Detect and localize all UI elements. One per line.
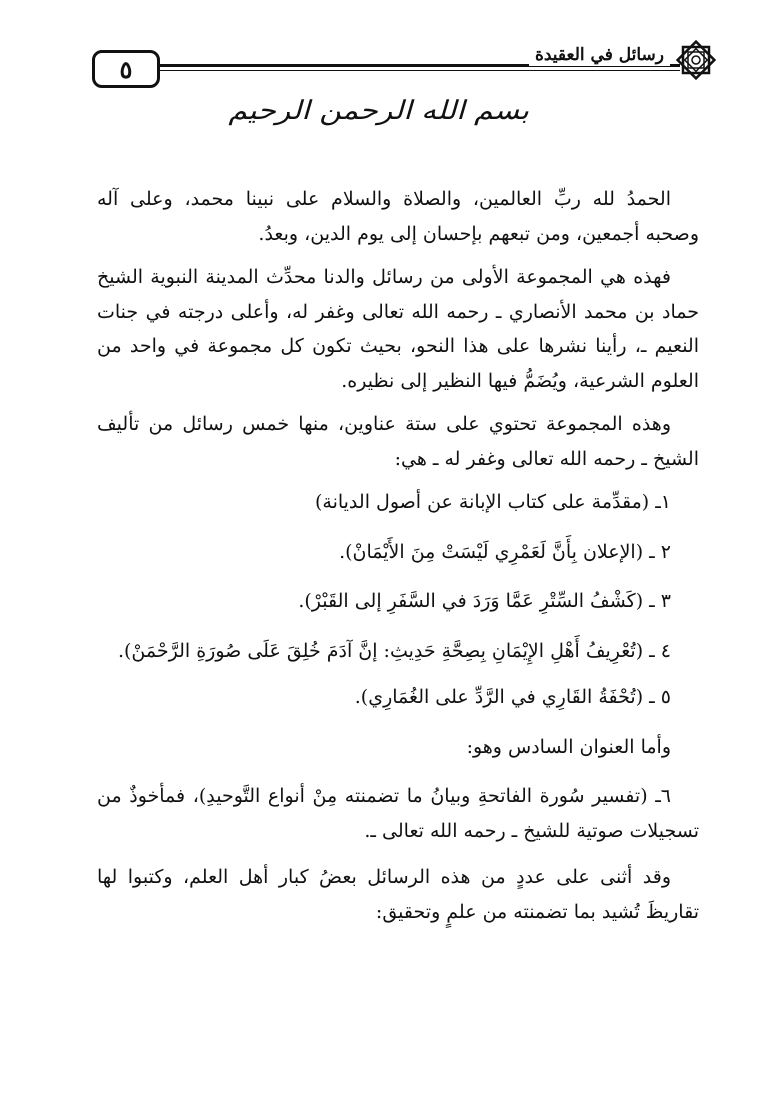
list-item: ٦ـ (تفسير سُورة الفاتحةِ وبيانُ ما تضمنته مِنْ أنواع التَّوحيدِ)، فمأخوذٌ من تسجيلات صوتية للشيخ ـ رحمه الله تعالى ـ. bbox=[97, 785, 699, 842]
page-header bbox=[92, 44, 712, 96]
basmala-heading bbox=[0, 96, 758, 126]
list-item: ٤ ـ (تُعْرِيفُ أَهْلِ الإِيْمَانِ بِصِحَّةِ حَدِيثِ: إنَّ آدَمَ خُلِقَ عَلَى صُورَةِ الرَّحْمَنْ). bbox=[117, 639, 671, 662]
header-rule-thin bbox=[160, 70, 680, 71]
basmala-text: بسم الله الرحمن الرحيم bbox=[228, 96, 530, 126]
paragraph-sixth-title: وأما العنوان السادس وهو: bbox=[466, 735, 671, 758]
paragraph-opening: الحمدُ لله ربِّ العالمين، والصلاة والسلام على نبينا محمد، وعلى آله وصحبه أجمعين، ومن تبعهم بإحسان إلى يوم الدين، وبعدُ. bbox=[97, 188, 699, 245]
paragraph-contents: وهذه المجموعة تحتوي على ستة عناوين، منها خمس رسائل من تأليف الشيخ ـ رحمه الله تعالى وغفر له ـ هي: bbox=[97, 413, 699, 470]
paragraph-praise: وقد أثنى على عددٍ من هذه الرسائل بعضُ كبار أهل العلم، وكتبوا لها تقاريظَ تُشيد بما تضمنته من علمٍ وتحقيق: bbox=[97, 866, 699, 923]
list-item: ١ـ (مقدِّمة على كتاب الإبانة عن أصول الديانة) bbox=[314, 491, 671, 513]
page-number: ٥ bbox=[119, 54, 133, 84]
page-number-box bbox=[92, 50, 160, 88]
list-item: ٢ ـ (الإعلان بِأَنَّ لَعَمْرِي لَيْسَتْ مِنَ الأَيْمَانْ). bbox=[339, 540, 671, 563]
running-title: رسائل في العقيدة bbox=[529, 44, 670, 66]
octagram-star-icon bbox=[674, 38, 718, 82]
page-body bbox=[97, 182, 699, 938]
list-item: ٥ ـ (تُحْفَةُ القَارِي في الرَّدِّ على الغُمَارِي). bbox=[354, 686, 671, 708]
list-item: ٣ ـ (كَشْفُ السِّتْرِ عَمَّا وَرَدَ في السَّفَرِ إلى القَبْرْ). bbox=[298, 590, 671, 612]
paragraph-introduction: فهذه هي المجموعة الأولى من رسائل والدنا محدِّث المدينة النبوية الشيخ حماد بن محمد الأنصاري ـ رحمه الله تعالى وغفر له، وأعلى درجته في جنات النعيم ـ، رأينا نشرها على هذا النحو، بحيث تكون كل مجموعة في واحد من العلوم الشرعية، ويُضَمُّ فيها النظير إلى نظيره. bbox=[97, 266, 699, 392]
